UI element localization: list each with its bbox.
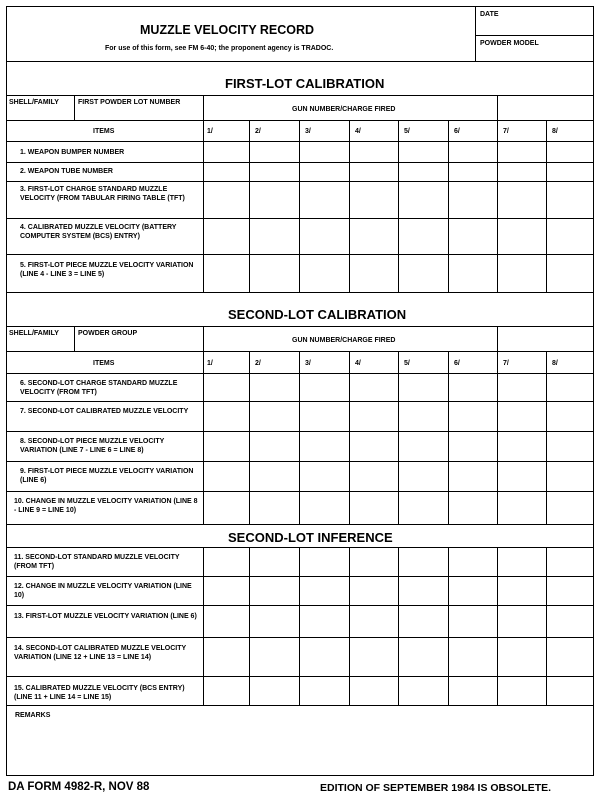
col-divider <box>203 95 204 292</box>
date-field-label: DATE <box>480 11 499 18</box>
first-gun-number-header: GUN NUMBER/CHARGE FIRED <box>292 106 396 113</box>
col-divider <box>546 351 547 524</box>
first-lot-item: 3. FIRST-LOT CHARGE STANDARD MUZZLE VELOCITY (FROM TABULAR FIRING TABLE (TFT) <box>20 186 185 202</box>
col-divider <box>349 547 350 705</box>
col-divider <box>448 547 449 705</box>
gun-col-header: 8/ <box>552 128 558 135</box>
gun-col-header: 8/ <box>552 360 558 367</box>
rule <box>6 181 594 182</box>
second-lot-item: 7. SECOND-LOT CALIBRATED MUZZLE VELOCITY <box>20 408 189 415</box>
first-lot-item: 1. WEAPON BUMPER NUMBER <box>20 149 125 156</box>
col-divider <box>497 120 498 292</box>
col-divider <box>203 547 204 705</box>
powder-group-label: POWDER GROUP <box>78 330 138 337</box>
col-divider <box>349 351 350 524</box>
col-divider <box>546 120 547 292</box>
col-divider <box>497 326 498 351</box>
gun-col-header: 5/ <box>404 128 410 135</box>
col-divider <box>546 547 547 705</box>
col-divider <box>249 547 250 705</box>
form-subtitle: For use of this form, see FM 6-40; the proponent agency is TRADOC. <box>105 45 334 52</box>
rule <box>6 431 594 432</box>
col-divider <box>349 120 350 292</box>
form-number: DA FORM 4982-R, NOV 88 <box>8 781 150 793</box>
second-gun-number-header: GUN NUMBER/CHARGE FIRED <box>292 337 396 344</box>
second-lot-item: 9. FIRST-LOT PIECE MUZZLE VELOCITY VARIATION (LINE 6) <box>20 468 194 484</box>
gun-col-header: 2/ <box>255 128 261 135</box>
col-divider <box>203 326 204 524</box>
rule <box>6 120 594 121</box>
col-divider <box>249 120 250 292</box>
inference-item: 11. SECOND-LOT STANDARD MUZZLE VELOCITY (FROM TFT) <box>14 554 180 570</box>
rule <box>6 162 594 163</box>
rule <box>6 373 594 374</box>
second-lot-item: 10. CHANGE IN MUZZLE VELOCITY VARIATION (LINE 8 - LINE 9 = LINE 10) <box>14 498 198 514</box>
rule <box>6 254 594 255</box>
col-divider <box>497 351 498 524</box>
rule <box>6 637 594 638</box>
gun-col-header: 2/ <box>255 360 261 367</box>
col-divider <box>74 95 75 120</box>
first-lot-item: 2. WEAPON TUBE NUMBER <box>20 168 113 175</box>
gun-col-header: 1/ <box>207 360 213 367</box>
col-divider <box>74 326 75 351</box>
col-divider <box>448 351 449 524</box>
powder-model-label: POWDER MODEL <box>480 40 539 47</box>
gun-col-header: 3/ <box>305 360 311 367</box>
gun-col-header: 4/ <box>355 360 361 367</box>
rule <box>6 61 594 62</box>
rule <box>6 141 594 142</box>
col-divider <box>299 351 300 524</box>
col-divider <box>497 95 498 120</box>
inference-item: 12. CHANGE IN MUZZLE VELOCITY VARIATION (LINE 10) <box>14 583 192 599</box>
rule <box>6 292 594 293</box>
inference-item: 15. CALIBRATED MUZZLE VELOCITY (BCS ENTRY) (LINE 11 + LINE 14 = LINE 15) <box>14 685 185 701</box>
gun-col-header: 4/ <box>355 128 361 135</box>
rule <box>6 461 594 462</box>
inference-item: 14. SECOND-LOT CALIBRATED MUZZLE VELOCITY VARIATION (LINE 12 + LINE 13 = LINE 14) <box>14 645 187 661</box>
form-title: MUZZLE VELOCITY RECORD <box>140 23 315 37</box>
col-divider <box>398 547 399 705</box>
second-lot-item: 6. SECOND-LOT CHARGE STANDARD MUZZLE VELOCITY (FROM TFT) <box>20 380 178 396</box>
rule <box>6 676 594 677</box>
col-divider <box>249 351 250 524</box>
second-lot-item: 8. SECOND-LOT PIECE MUZZLE VELOCITY VARIATION (LINE 7 - LINE 6 = LINE 8) <box>20 438 165 454</box>
gun-col-header: 6/ <box>454 128 460 135</box>
gun-col-header: 3/ <box>305 128 311 135</box>
gun-col-header: 7/ <box>503 128 509 135</box>
gun-col-header: 6/ <box>454 360 460 367</box>
remarks-label: REMARKS <box>15 712 51 719</box>
edition-note: EDITION OF SEPTEMBER 1984 IS OBSOLETE. <box>320 782 552 794</box>
rule <box>6 524 594 525</box>
rule <box>6 605 594 606</box>
col-divider <box>398 120 399 292</box>
first-powder-lot-label: FIRST POWDER LOT NUMBER <box>78 99 181 106</box>
first-lot-item: 4. CALIBRATED MUZZLE VELOCITY (BATTERY COMPUTER SYSTEM (BCS) ENTRY) <box>20 224 177 240</box>
second-items-header: ITEMS <box>93 360 115 367</box>
gun-col-header: 1/ <box>207 128 213 135</box>
rule <box>6 547 594 548</box>
rule <box>6 491 594 492</box>
first-lot-item: 5. FIRST-LOT PIECE MUZZLE VELOCITY VARIATION (LINE 4 - LINE 3 = LINE 5) <box>20 262 194 278</box>
second-lot-title: SECOND-LOT CALIBRATION <box>228 307 407 322</box>
rule <box>6 401 594 402</box>
first-lot-title: FIRST-LOT CALIBRATION <box>225 76 385 91</box>
first-items-header: ITEMS <box>93 128 115 135</box>
col-divider <box>299 547 300 705</box>
rule <box>6 218 594 219</box>
rule <box>6 326 594 327</box>
rule <box>6 576 594 577</box>
col-divider <box>398 351 399 524</box>
first-shell-family-label: SHELL/FAMILY <box>9 99 59 106</box>
inference-item: 13. FIRST-LOT MUZZLE VELOCITY VARIATION (LINE 6) <box>14 613 197 620</box>
col-divider <box>497 547 498 705</box>
col-divider <box>448 120 449 292</box>
col-divider <box>299 120 300 292</box>
date-divider <box>475 35 594 36</box>
gun-col-header: 5/ <box>404 360 410 367</box>
second-shell-family-label: SHELL/FAMILY <box>9 330 59 337</box>
header-divider <box>475 6 476 61</box>
rule <box>6 95 594 96</box>
rule <box>6 705 594 706</box>
gun-col-header: 7/ <box>503 360 509 367</box>
rule <box>6 351 594 352</box>
inference-title: SECOND-LOT INFERENCE <box>228 530 393 545</box>
